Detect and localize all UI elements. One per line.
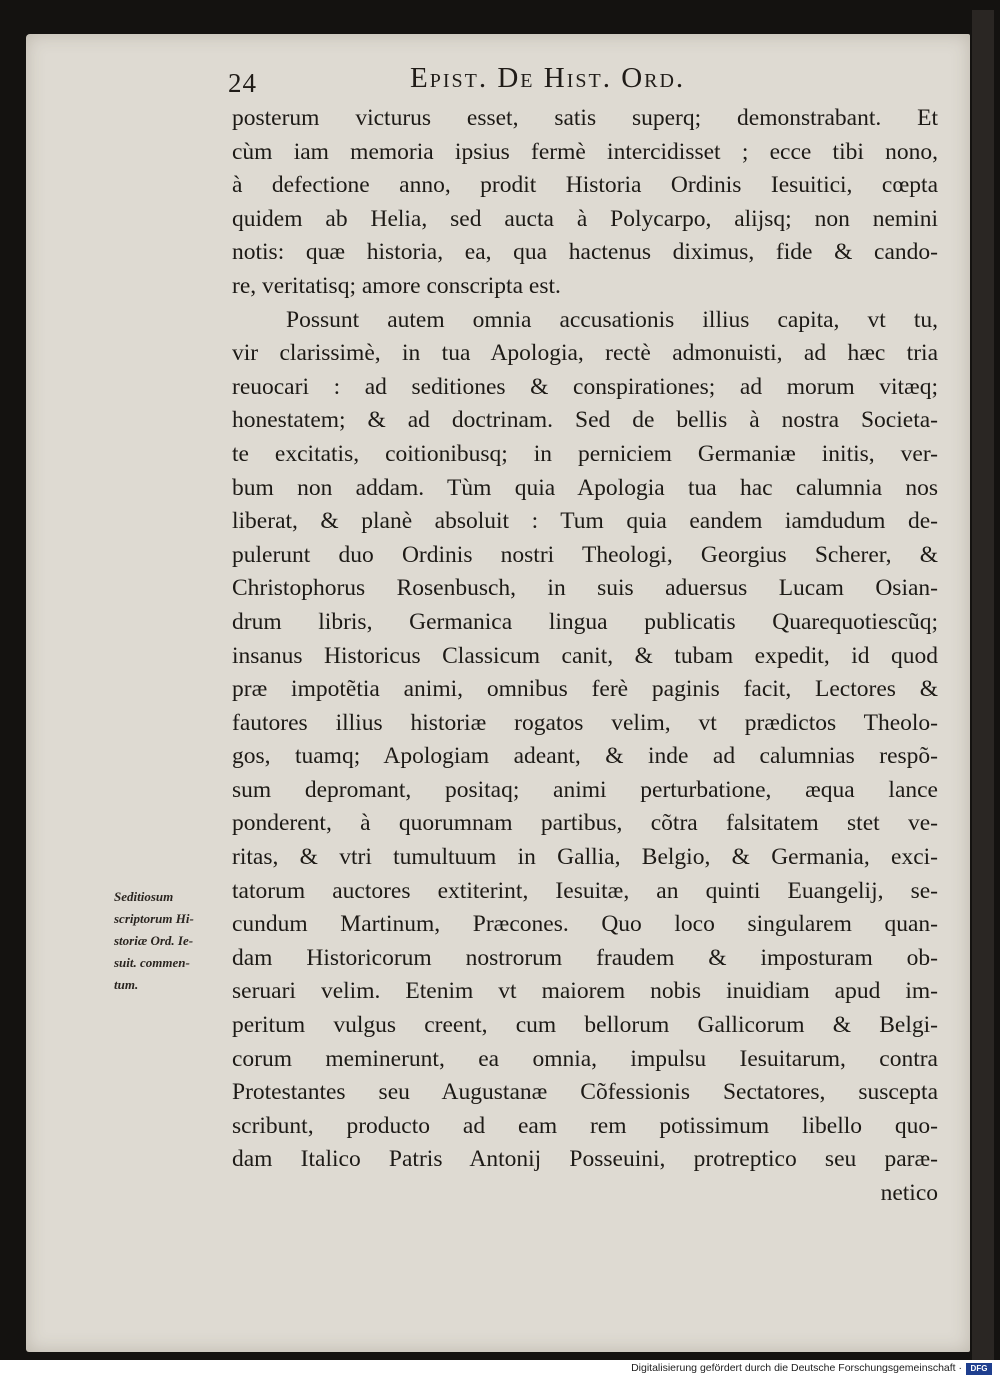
running-head [228, 60, 768, 100]
text-line: Protestantes seu Augustanæ Cõfessionis Sectatores, suscepta [232, 1079, 938, 1106]
text-line: ritas, & vtri tumultuum in Gallia, Belgio, & Germania, exci- [232, 844, 938, 871]
footer-credit: Digitalisierung gefördert durch die Deutsche Forschungsgemeinschaft · [631, 1362, 962, 1374]
body-text [232, 102, 938, 1211]
marginal-note-line: storiæ Ord. Ie- [114, 933, 194, 948]
dfg-logo: DFG [966, 1363, 992, 1375]
text-line: honestatem; & ad doctrinam. Sed de bellis à nostra Societa- [232, 407, 938, 434]
text-line: dam Italico Patris Antonij Posseuini, protreptico seu paræ- [232, 1146, 938, 1173]
running-title: Epist. De Hist. Ord. [410, 62, 686, 94]
text-line: te excitatis, coitionibusq; in perniciem Germaniæ initis, ver- [232, 440, 938, 467]
text-line: pulerunt duo Ordinis nostri Theologi, Georgius Scherer, & [232, 541, 938, 568]
marginal-note-line: suit. commen- [114, 955, 190, 970]
text-line: re, veritatisq; amore conscripta est. [232, 272, 561, 299]
marginal-note-line: scriptorum Hi- [114, 911, 194, 926]
text-line: sum depromant, positaq; animi perturbatione, æqua lance [232, 776, 938, 803]
text-line: bum non addam. Tùm quia Apologia tua hac calumnia nos [232, 474, 938, 501]
text-line: seruari velim. Etenim vt maiorem nobis inuidiam apud im- [232, 978, 938, 1005]
text-line: à defectione anno, prodit Historia Ordinis Iesuitici, cœpta [232, 172, 938, 199]
marginal-note [114, 886, 238, 996]
text-line: quidem ab Helia, sed aucta à Polycarpo, alijsq; non nemini [232, 205, 938, 232]
text-line: Possunt autem omnia accusationis illius capita, vt tu, [286, 306, 938, 333]
text-line: notis: quæ historia, ea, qua hactenus diximus, fide & cando- [232, 239, 938, 266]
text-line: cundum Martinum, Præcones. Quo loco singularem quan- [232, 911, 938, 938]
text-line: cùm iam memoria ipsius fermè intercidisset ; ecce tibi nono, [232, 138, 938, 165]
text-line: fautores illius historiæ rogatos velim, vt prædictos Theolo- [232, 709, 938, 736]
text-line: liberat, & planè absoluit : Tum quia eandem iamdudum de- [232, 508, 938, 535]
text-line: peritum vulgus creent, cum bellorum Gallicorum & Belgi- [232, 1012, 938, 1039]
page-number: 24 [228, 68, 257, 98]
text-line: corum meminerunt, ea omnia, impulsu Iesuitarum, contra [232, 1045, 938, 1072]
text-line: præ impotẽtia animi, omnibus ferè paginis facit, Lectores & [232, 676, 938, 703]
text-line: posterum victurus esset, satis superq; demonstrabant. Et [232, 105, 938, 131]
text-line: dam Historicorum nostrorum fraudem & imposturam ob- [232, 944, 938, 971]
footer-bar [0, 1360, 1000, 1378]
text-line: ponderent, à quorumnam partibus, cõtra falsitatem stet ve- [232, 810, 938, 837]
text-line: drum libris, Germanica lingua publicatis Quarequotiescũq; [232, 608, 938, 635]
marginal-note-line: Seditiosum [114, 889, 174, 904]
text-line: reuocari : ad seditiones & conspirationes; ad morum vitæq; [232, 373, 938, 400]
catchword: netico [880, 1180, 938, 1206]
page-edge [972, 10, 994, 1360]
text-line: Christophorus Rosenbusch, in suis aduersus Lucam Osian- [232, 575, 938, 602]
text-line: gos, tuamq; Apologiam adeant, & inde ad calumnias respõ- [232, 743, 938, 770]
text-line: insanus Historicus Classicum canit, & tubam expedit, id quod [232, 642, 938, 669]
marginal-note-line: tum. [114, 977, 139, 992]
text-line: tatorum auctores extiterint, Iesuitæ, an quinti Euangelij, se- [232, 877, 938, 904]
text-line: vir clarissimè, in tua Apologia, rectè admonuisti, ad hæc tria [232, 340, 938, 367]
text-line: scribunt, producto ad eam rem potissimum libello quo- [232, 1112, 938, 1139]
